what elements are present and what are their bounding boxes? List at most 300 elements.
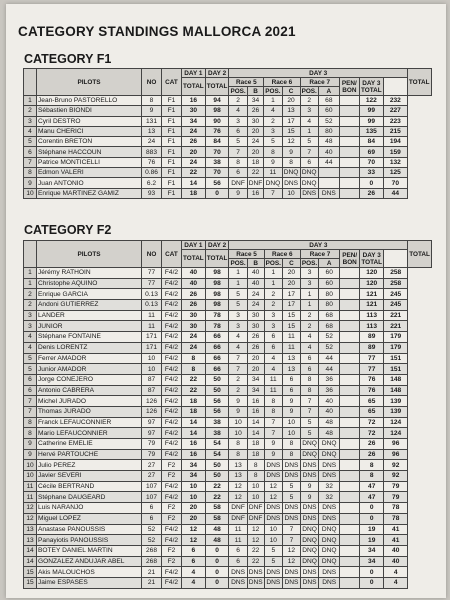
table-cell: 8	[24, 417, 37, 428]
table-cell: 3	[300, 278, 318, 289]
table-cell: 113	[360, 321, 384, 332]
table-cell	[340, 353, 360, 364]
table-cell: DNQ	[302, 525, 317, 533]
table-row	[24, 439, 432, 450]
table-cell: 7	[229, 147, 247, 157]
category-f1-table	[23, 68, 432, 199]
table-cell: 15	[282, 126, 300, 136]
table-cell: 7	[264, 428, 282, 439]
table-cell	[339, 147, 359, 157]
table-cell: 0	[360, 513, 384, 524]
table-cell: 16	[247, 188, 264, 198]
table-cell: 33	[359, 168, 383, 178]
table-cell: 5	[24, 364, 37, 375]
table-cell: 179	[384, 342, 408, 353]
table-cell: F4/2	[162, 524, 182, 535]
pilot-name: Enrique MARTINEZ GAMIZ	[37, 188, 142, 198]
pilot-name: Miguel LOPEZ	[37, 513, 142, 524]
table-cell: 11	[264, 374, 282, 385]
table-cell: DNQ	[319, 439, 340, 450]
table-cell: 14	[24, 545, 37, 556]
header-r6-c: C	[282, 87, 300, 96]
table-cell: 113	[360, 310, 384, 321]
table-cell: 36	[319, 385, 340, 396]
header-total: TOTAL	[407, 69, 431, 96]
table-cell: 60	[318, 106, 339, 116]
table-cell: F2	[162, 503, 182, 514]
table-cell: 1	[229, 278, 247, 289]
table-cell: F4/2	[162, 439, 182, 450]
table-cell: 131	[142, 116, 162, 126]
header-pen-bon: PEN/ BON	[339, 78, 359, 96]
table-cell: 89	[360, 332, 384, 343]
table-cell: 93	[142, 188, 162, 198]
table-cell: 34	[247, 374, 264, 385]
table-cell: 34	[182, 116, 206, 126]
table-cell: F4/2	[162, 577, 182, 588]
table-cell: 98	[205, 289, 229, 300]
table-cell: DNS	[264, 577, 282, 588]
table-row	[24, 385, 432, 396]
table-row	[24, 353, 432, 364]
table-row	[24, 471, 432, 482]
table-cell: 66	[205, 332, 229, 343]
table-row	[24, 545, 432, 556]
table-cell: 48	[319, 428, 340, 439]
header-r5-pos: POS.	[230, 87, 246, 95]
table-row	[24, 332, 432, 343]
pilot-name: Franck LEFAUCONNIER	[37, 417, 142, 428]
header-day3: DAY 3	[229, 69, 407, 78]
table-cell: 0	[359, 178, 383, 188]
table-cell: F1	[162, 188, 182, 198]
table-cell: 56	[205, 406, 229, 417]
table-cell: 30	[182, 310, 206, 321]
table-cell: 1	[300, 126, 318, 136]
pilot-name: BOTEY DANIEL MARTIN	[37, 545, 142, 556]
table-cell: 19	[360, 524, 384, 535]
table-cell: 96	[384, 439, 408, 450]
table-cell: 78	[205, 321, 229, 332]
table-cell: 97	[142, 428, 162, 439]
table-cell: 132	[383, 157, 407, 167]
table-cell: 66	[205, 342, 229, 353]
table-cell: 34	[182, 460, 206, 471]
table-cell: 7	[300, 406, 318, 417]
table-cell	[340, 385, 360, 396]
pilot-name: Hervé PARTOUCHE	[37, 449, 142, 460]
category-f1-title: CATEGORY F1	[24, 52, 112, 66]
table-cell: 70	[205, 147, 229, 157]
table-cell: 69	[359, 147, 383, 157]
table-cell: 4	[384, 577, 408, 588]
table-cell: 5	[264, 556, 282, 567]
table-row	[24, 300, 432, 311]
pilot-name: Christophe AQUINO	[37, 278, 142, 289]
table-cell: 16	[182, 96, 206, 106]
table-cell: 258	[384, 278, 408, 289]
table-cell: 6	[282, 385, 300, 396]
table-cell: 7	[300, 147, 318, 157]
table-cell: 11	[282, 332, 300, 343]
table-cell: DNS	[248, 568, 263, 576]
table-cell: 15	[282, 321, 300, 332]
table-cell: 148	[384, 385, 408, 396]
table-cell	[339, 116, 359, 126]
pilot-name: Enrique GARCIA	[37, 289, 142, 300]
table-cell	[340, 535, 360, 546]
table-cell: 9	[24, 178, 37, 188]
table-cell	[340, 503, 360, 514]
table-cell: 12	[282, 545, 300, 556]
table-cell: DNS	[300, 471, 318, 482]
table-cell	[340, 396, 360, 407]
pilot-name: Jean-Bruno PASTORELLO	[37, 96, 142, 106]
pilot-name: Cécile BERTRAND	[37, 481, 142, 492]
pilot-name: JUNIOR	[37, 321, 142, 332]
table-cell: 14	[182, 417, 206, 428]
pilot-name: Junior AMADOR	[37, 364, 142, 375]
table-cell: 3	[229, 321, 247, 332]
table-row	[24, 460, 432, 471]
table-cell: 10	[247, 481, 264, 492]
table-cell: 66	[205, 353, 229, 364]
table-cell: 72	[360, 428, 384, 439]
table-cell: 14	[247, 428, 264, 439]
table-cell: 5	[282, 481, 300, 492]
table-cell: 11	[24, 492, 37, 503]
table-cell: 7	[264, 188, 282, 198]
table-cell: F4/2	[162, 449, 182, 460]
table-cell: 2	[264, 116, 282, 126]
table-cell: 12	[247, 535, 264, 546]
table-cell: 22	[205, 481, 229, 492]
table-cell: 10	[229, 417, 247, 428]
table-cell: 10	[142, 353, 162, 364]
table-cell: 9	[142, 106, 162, 116]
table-cell: DNQ	[319, 535, 340, 546]
table-cell: 58	[205, 503, 229, 514]
table-row	[24, 556, 432, 567]
table-cell: 52	[318, 116, 339, 126]
pilot-name: Stéphane HACCOUN	[37, 147, 142, 157]
table-row	[24, 513, 432, 524]
table-cell: 44	[318, 157, 339, 167]
table-cell: 139	[384, 396, 408, 407]
header-r7-pos: POS.	[301, 259, 318, 267]
table-cell: 5	[229, 289, 247, 300]
table-cell: 13	[282, 364, 300, 375]
table-cell: DNS	[300, 460, 318, 471]
table-row	[24, 268, 432, 279]
table-cell: 12	[182, 524, 206, 535]
table-cell: 8	[24, 168, 37, 178]
table-row	[24, 364, 432, 375]
table-cell	[339, 168, 359, 178]
table-cell: DNF	[248, 504, 263, 512]
table-cell: 3	[300, 268, 318, 279]
table-cell: 58	[205, 513, 229, 524]
table-cell: 22	[182, 374, 206, 385]
table-cell: 96	[384, 449, 408, 460]
table-cell	[340, 332, 360, 343]
table-cell: 44	[383, 188, 407, 198]
table-row	[24, 321, 432, 332]
table-cell	[339, 188, 359, 198]
table-cell: 8	[282, 157, 300, 167]
table-cell: 8	[282, 439, 300, 450]
table-cell: 48	[205, 524, 229, 535]
table-cell: F4/2	[162, 332, 182, 343]
table-cell: 221	[384, 310, 408, 321]
table-cell: 6	[229, 126, 247, 136]
table-cell: 50	[205, 460, 229, 471]
table-row	[24, 535, 432, 546]
header-day3: DAY 3	[229, 241, 408, 250]
table-cell: 98	[205, 300, 229, 311]
table-cell: 99	[359, 116, 383, 126]
pilot-name: Antonio CABRERA	[37, 385, 142, 396]
table-cell: 126	[142, 396, 162, 407]
table-cell: 54	[205, 439, 229, 450]
table-cell: 60	[319, 278, 340, 289]
table-cell: 34	[247, 385, 264, 396]
table-cell: 52	[142, 524, 162, 535]
table-cell: 268	[142, 556, 162, 567]
table-cell: 7	[24, 406, 37, 417]
table-cell: 194	[383, 137, 407, 147]
table-cell: 99	[359, 106, 383, 116]
table-cell: DNS	[282, 577, 300, 588]
table-cell: F4/2	[162, 321, 182, 332]
table-row	[24, 449, 432, 460]
header-day1: DAY 1	[182, 69, 206, 78]
table-row	[24, 188, 432, 198]
table-cell: 5	[24, 137, 37, 147]
table-cell: DNS	[318, 188, 339, 198]
table-cell	[340, 492, 360, 503]
table-row	[24, 310, 432, 321]
table-cell: 3	[264, 321, 282, 332]
table-cell: DNF	[229, 513, 247, 524]
table-cell: DNQ	[319, 556, 340, 567]
table-cell	[339, 137, 359, 147]
table-cell: 26	[360, 449, 384, 460]
header-cat: CAT	[162, 69, 182, 96]
pilot-name: Stéphane FONTAINE	[37, 332, 142, 343]
table-cell: 179	[384, 332, 408, 343]
table-cell: 65	[360, 406, 384, 417]
table-cell: 1	[24, 268, 37, 279]
table-cell	[339, 126, 359, 136]
table-cell: 0.13	[142, 289, 162, 300]
table-cell: 6	[229, 556, 247, 567]
table-cell: 3	[264, 126, 282, 136]
table-cell: 14	[24, 556, 37, 567]
table-cell: 6	[229, 545, 247, 556]
table-cell: 9	[300, 481, 318, 492]
table-cell: 8	[264, 396, 282, 407]
table-cell: 26	[182, 137, 206, 147]
table-cell: 48	[318, 137, 339, 147]
header-cat: CAT	[162, 241, 182, 268]
table-cell: 7	[282, 535, 300, 546]
table-cell: 20	[182, 503, 206, 514]
table-cell: 40	[247, 268, 264, 279]
table-cell: 68	[318, 96, 339, 106]
header-r5-b: B	[247, 259, 264, 268]
table-cell: 52	[319, 342, 340, 353]
table-cell: 4	[24, 126, 37, 136]
table-cell: 24	[247, 300, 264, 311]
table-cell: 97	[142, 417, 162, 428]
table-cell: 0	[205, 188, 229, 198]
table-cell: 258	[384, 268, 408, 279]
table-row	[24, 577, 432, 588]
table-cell: F1	[162, 96, 182, 106]
table-cell: DNQ	[319, 524, 340, 535]
pilot-name: Thomas JURADO	[37, 406, 142, 417]
table-cell: 7	[24, 157, 37, 167]
table-cell: 19	[360, 535, 384, 546]
table-cell: 4	[264, 364, 282, 375]
table-cell: 40	[384, 545, 408, 556]
header-no: NO	[142, 69, 162, 96]
table-cell	[340, 524, 360, 535]
table-cell: DNS	[282, 513, 300, 524]
table-cell: 98	[205, 268, 229, 279]
table-cell: 125	[383, 168, 407, 178]
table-cell: 0	[205, 577, 229, 588]
table-cell: 12	[264, 481, 282, 492]
table-cell: DNQ	[319, 449, 340, 460]
table-cell	[340, 577, 360, 588]
table-cell: 10	[229, 428, 247, 439]
table-cell: 151	[384, 364, 408, 375]
table-cell: 7	[24, 396, 37, 407]
table-cell: 40	[182, 278, 206, 289]
table-cell: DNS	[300, 513, 318, 524]
table-cell: 9	[24, 439, 37, 450]
table-cell: 148	[384, 374, 408, 385]
header-day3-total: DAY 3 TOTAL	[361, 251, 383, 266]
table-cell: DNQ	[302, 547, 317, 555]
table-cell: 18	[182, 406, 206, 417]
table-cell: 70	[359, 157, 383, 167]
table-cell: 22	[182, 385, 206, 396]
table-cell: 4	[182, 577, 206, 588]
category-f2-table	[23, 240, 432, 589]
header-day1-total: TOTAL	[182, 250, 206, 268]
table-cell: 79	[142, 439, 162, 450]
header-race6: Race 6	[264, 250, 300, 259]
table-cell: 90	[205, 116, 229, 126]
table-cell: 48	[205, 535, 229, 546]
table-cell: 9	[24, 449, 37, 460]
table-cell: 11	[229, 535, 247, 546]
table-cell: DNQ	[302, 440, 317, 448]
table-row	[24, 278, 432, 289]
table-cell: 48	[319, 417, 340, 428]
table-cell: F2	[162, 513, 182, 524]
table-cell: DNS	[229, 577, 247, 588]
table-cell: 0	[360, 567, 384, 578]
table-cell: 13	[24, 535, 37, 546]
header-race6: Race 6	[264, 78, 300, 87]
table-cell: 16	[247, 396, 264, 407]
table-cell: 26	[359, 188, 383, 198]
category-f2-title: CATEGORY F2	[24, 223, 112, 237]
table-cell: 26	[360, 439, 384, 450]
header-r7-a: A	[318, 87, 339, 96]
page-title: CATEGORY STANDINGS MALLORCA 2021	[18, 24, 296, 39]
table-cell: 5	[300, 428, 318, 439]
table-cell: 10	[282, 417, 300, 428]
pilot-name: Stéphane DAUGEARD	[37, 492, 142, 503]
table-cell: 5	[300, 417, 318, 428]
table-cell: 87	[142, 374, 162, 385]
table-cell: 56	[205, 178, 229, 188]
table-cell: 76	[360, 374, 384, 385]
table-row	[24, 567, 432, 578]
table-row	[24, 524, 432, 535]
table-row	[24, 417, 432, 428]
header-blank	[24, 69, 37, 96]
table-cell: DNQ	[301, 169, 317, 177]
table-cell: 50	[205, 471, 229, 482]
table-cell: F2	[162, 471, 182, 482]
table-cell: 3	[24, 321, 37, 332]
table-cell: DNS	[248, 579, 263, 587]
table-cell: 14	[182, 428, 206, 439]
table-cell: 4	[24, 332, 37, 343]
table-cell: F1	[162, 168, 182, 178]
table-cell: 26	[247, 332, 264, 343]
table-cell	[340, 342, 360, 353]
table-cell: 12	[282, 137, 300, 147]
table-cell: F4/2	[162, 492, 182, 503]
table-cell: 8	[247, 471, 264, 482]
table-cell: 6	[264, 342, 282, 353]
pilot-name: GONZALEZ ANDUJAR ABEL	[37, 556, 142, 567]
table-cell: 68	[319, 321, 340, 332]
table-cell: 9	[264, 439, 282, 450]
table-cell: 87	[142, 385, 162, 396]
table-cell	[339, 178, 359, 188]
table-row	[24, 178, 432, 188]
pilot-name: Edmon VALERI	[37, 168, 142, 178]
table-cell: 124	[384, 417, 408, 428]
table-cell: 80	[318, 126, 339, 136]
table-cell: DNQ	[302, 557, 317, 565]
table-cell	[340, 310, 360, 321]
table-cell: 3	[24, 116, 37, 126]
table-cell: 18	[182, 188, 206, 198]
table-cell: 24	[182, 126, 206, 136]
table-cell: F4/2	[162, 406, 182, 417]
table-cell	[340, 556, 360, 567]
table-cell: DNQ	[265, 179, 281, 187]
table-cell: 24	[182, 342, 206, 353]
table-cell: 10	[264, 524, 282, 535]
header-pilots: PILOTS	[37, 241, 142, 268]
table-cell: 50	[205, 374, 229, 385]
table-cell: 22	[182, 168, 206, 178]
table-cell: 13	[229, 471, 247, 482]
table-cell: 5	[24, 353, 37, 364]
table-cell: F4/2	[162, 417, 182, 428]
table-cell: DNS	[300, 567, 318, 578]
